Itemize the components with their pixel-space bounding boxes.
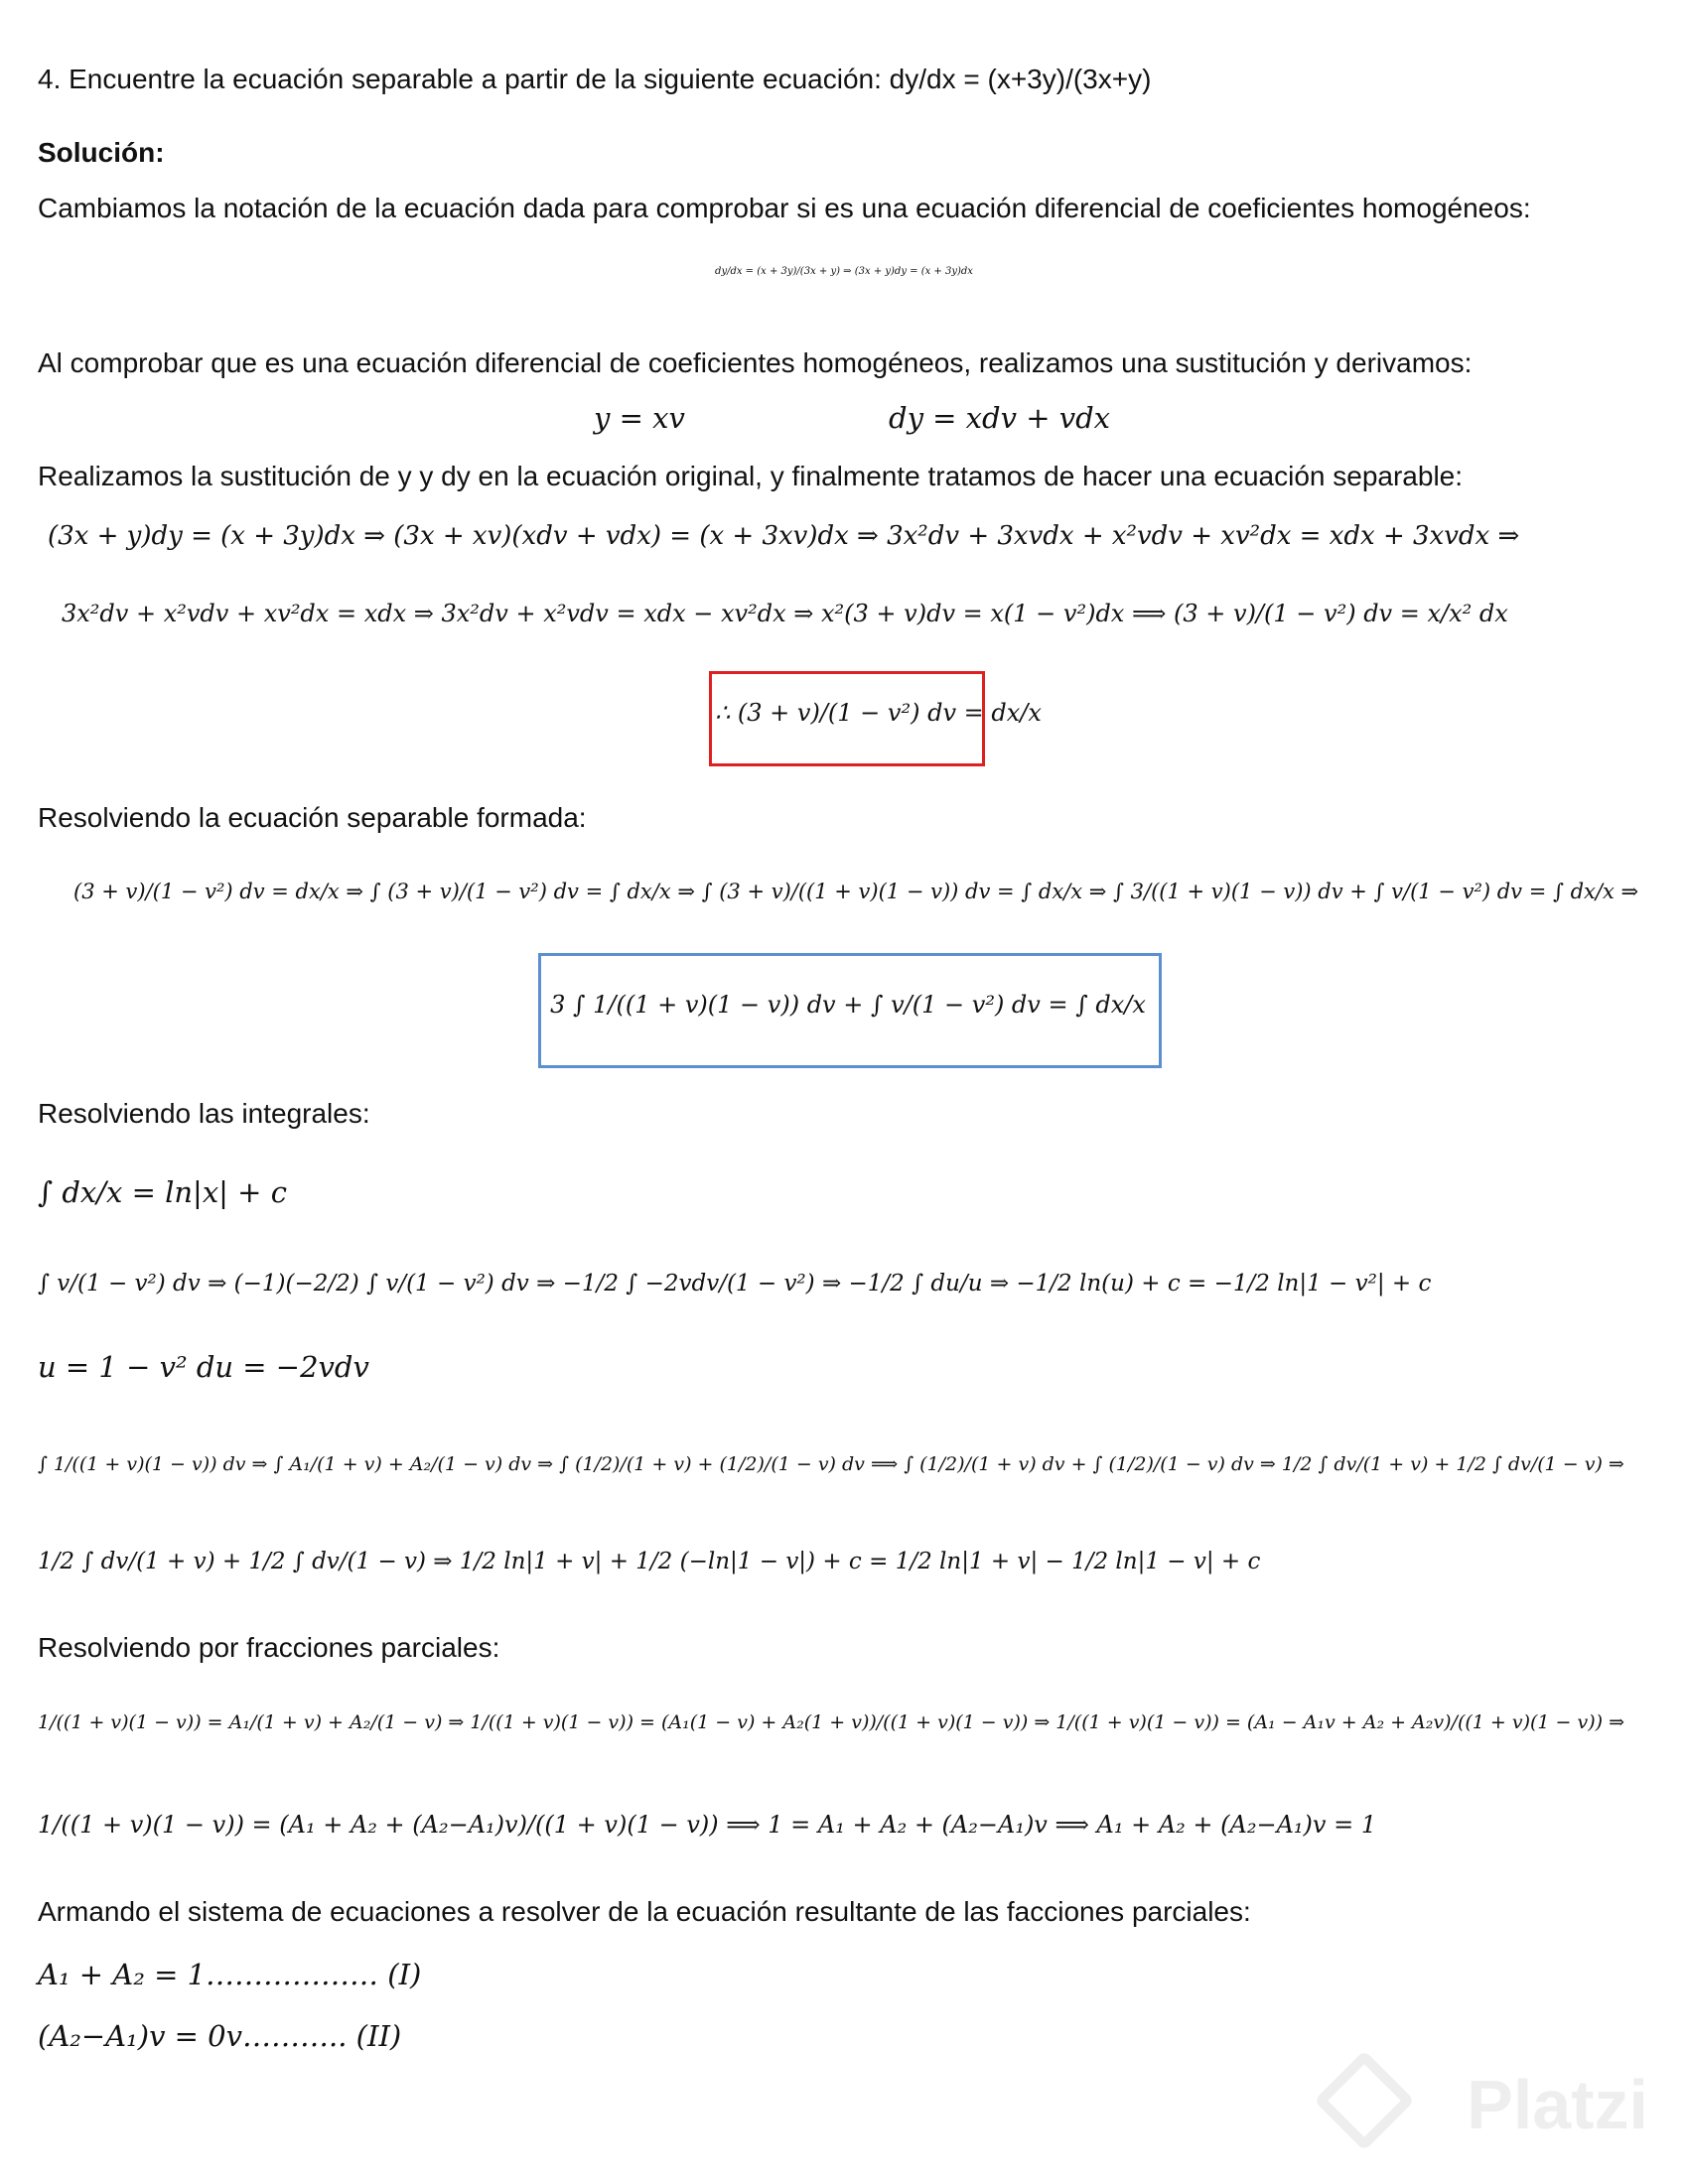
platzi-watermark: Platzi [1467, 2066, 1648, 2143]
equation-14: 1/((1 + v)(1 − v)) = (A₁ + A₂ + (A₂−A₁)v)/((1 + v)(1 − v)) ⟹ 1 = A₁ + A₂ + (A₂−A₁)v ⟹ A₁ + A₂ + (A₂−A₁)v = 1 [38, 1811, 1377, 1839]
equation-5-boxed: ∴ (3 + v)/(1 − v²) dv = dx/x [715, 699, 1042, 727]
equation-1: dy/dx = (x + 3y)/(3x + y) ⇒ (3x + y)dy = (x + 3y)dx [715, 266, 973, 277]
system-equation-1: A₁ + A₂ = 1……………… (I) [38, 1958, 422, 1991]
equation-11: ∫ 1/((1 + v)(1 − v)) dv ⇒ ∫ A₁/(1 + v) + A₂/(1 − v) dv ⇒ ∫ (1/2)/(1 + v) + (1/2)/(1 − v) dv ⟹ ∫ (1/2)/(1 + v) dv + ∫ (1/2)/(1 − v) dv ⇒ 1/2 ∫ dv/(1 + v) + 1/2 ∫ dv/(1 − v) ⇒ [38, 1453, 1624, 1475]
equation-10: u = 1 − v² du = −2vdv [38, 1350, 369, 1384]
equation-2b: dy = xdv + vdx [889, 401, 1111, 435]
equation-6: (3 + v)/(1 − v²) dv = dx/x ⇒ ∫ (3 + v)/(1 − v²) dv = ∫ dx/x ⇒ ∫ (3 + v)/((1 + v)(1 − v)) dv = ∫ dx/x ⇒ ∫ 3/((1 + v)(1 − v)) dv + ∫ v/(1 − v²) dv = ∫ dx/x ⇒ [73, 880, 1639, 903]
equation-4: 3x²dv + x²vdv + xv²dx = xdx ⇒ 3x²dv + x²vdv = xdx − xv²dx ⇒ x²(3 + v)dv = x(1 − v²)dx ⟹ (3 + v)/(1 − v²) dv = x/x² dx [62, 600, 1508, 627]
platzi-logo-icon [1314, 2050, 1415, 2151]
paragraph-7: Armando el sistema de ecuaciones a resolver de la ecuación resultante de las facciones parciales: [38, 1896, 1251, 1927]
system-equation-2: (A₂−A₁)v = 0v……….. (II) [38, 2019, 402, 2053]
problem-statement: 4. Encuentre la ecuación separable a partir de la siguiente ecuación: dy/dx = (x+3y)/(3x+y) [38, 64, 1152, 94]
equation-9: ∫ v/(1 − v²) dv ⇒ (−1)(−2/2) ∫ v/(1 − v²) dv ⇒ −1/2 ∫ −2vdv/(1 − v²) ⇒ −1/2 ∫ du/u ⇒ −1/2 ln(u) + c = −1/2 ln|1 − v²| + c [38, 1271, 1432, 1297]
solution-heading: Solución: [38, 137, 165, 168]
paragraph-1: Cambiamos la notación de la ecuación dada para comprobar si es una ecuación diferencial de coeficientes homogéneos: [38, 193, 1531, 223]
paragraph-2: Al comprobar que es una ecuación diferencial de coeficientes homogéneos, realizamos una sustitución y derivamos: [38, 347, 1473, 378]
equation-7-boxed: 3 ∫ 1/((1 + v)(1 − v)) dv + ∫ v/(1 − v²) dv = ∫ dx/x [550, 991, 1146, 1019]
paragraph-4: Resolviendo la ecuación separable formada: [38, 802, 587, 833]
paragraph-5: Resolviendo las integrales: [38, 1098, 370, 1129]
paragraph-6: Resolviendo por fracciones parciales: [38, 1632, 500, 1663]
equation-12: 1/2 ∫ dv/(1 + v) + 1/2 ∫ dv/(1 − v) ⇒ 1/2 ln|1 + v| + 1/2 (−ln|1 − v|) + c = 1/2 ln|1 + v| − 1/2 ln|1 − v| + c [38, 1549, 1261, 1574]
equation-13: 1/((1 + v)(1 − v)) = A₁/(1 + v) + A₂/(1 − v) ⇒ 1/((1 + v)(1 − v)) = (A₁(1 − v) + A₂(1 + v))/((1 + v)(1 − v)) ⇒ 1/((1 + v)(1 − v)) = (A₁ − A₁v + A₂ + A₂v)/((1 + v)(1 − v)) ⇒ [38, 1711, 1625, 1733]
equation-2a: y = xv [594, 401, 685, 435]
equation-8: ∫ dx/x = ln|x| + c [38, 1175, 287, 1209]
paragraph-3: Realizamos la sustitución de y y dy en la ecuación original, y finalmente tratamos de hacer una ecuación separable: [38, 461, 1464, 491]
equation-3: (3x + y)dy = (x + 3y)dx ⇒ (3x + xv)(xdv + vdx) = (x + 3xv)dx ⇒ 3x²dv + 3xvdx + x²vdv + xv²dx = xdx + 3xvdx ⇒ [48, 521, 1520, 551]
